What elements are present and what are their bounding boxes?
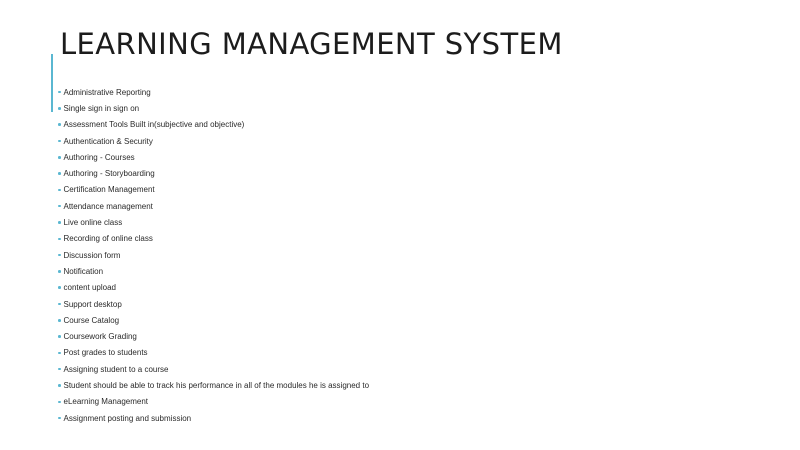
- bullet-text: eLearning Management: [63, 397, 149, 407]
- bullet-dot-icon: [58, 417, 61, 420]
- bullet-text: Authentication & Security: [63, 136, 153, 146]
- bullet-dot-icon: [58, 238, 61, 241]
- bullet-item: [58, 214, 369, 230]
- bullet-dot-icon: [58, 303, 61, 306]
- bullet-item: [58, 312, 369, 328]
- bullet-text: Assigning student to a course: [63, 364, 169, 374]
- bullet-text: Course Catalog: [63, 315, 120, 325]
- bullet-item: [58, 345, 369, 361]
- bullet-text: Coursework Grading: [63, 332, 137, 342]
- bullet-item: [58, 165, 369, 181]
- bullet-dot-icon: [58, 189, 61, 192]
- bullet-dot-icon: [58, 368, 61, 371]
- bullet-dot-icon: [58, 123, 61, 126]
- bullet-dot-icon: [58, 107, 61, 110]
- bullet-dot-icon: [58, 140, 61, 143]
- bullet-dot-icon: [58, 254, 61, 257]
- bullet-text: Administrative Reporting: [63, 87, 151, 97]
- bullet-text: Attendance management: [63, 201, 153, 211]
- bullet-dot-icon: [58, 319, 61, 322]
- bullet-text: Certification Management: [63, 185, 155, 195]
- bullet-dot-icon: [58, 270, 61, 273]
- bullet-dot-icon: [58, 221, 61, 224]
- bullet-item: [58, 117, 369, 133]
- bullet-dot-icon: [58, 91, 61, 94]
- bullet-text: Discussion form: [63, 250, 121, 260]
- bullet-item: [58, 377, 369, 393]
- bullet-text: Single sign in sign on: [63, 103, 140, 113]
- bullet-item: [58, 247, 369, 263]
- bullet-text: Notification: [63, 266, 104, 276]
- bullet-item: [58, 394, 369, 410]
- bullet-text: Live online class: [63, 218, 123, 228]
- bullet-dot-icon: [58, 156, 61, 159]
- bullet-item: [58, 296, 369, 312]
- bullet-text: Student should be able to track his performance in all of the modules he is assigned to: [63, 380, 370, 390]
- bullet-text: Post grades to students: [63, 348, 148, 358]
- bullet-item: [58, 361, 369, 377]
- bullet-text: Support desktop: [63, 299, 122, 309]
- bullet-list: [58, 84, 369, 426]
- accent-bar: [51, 54, 53, 112]
- bullet-item: [58, 133, 369, 149]
- bullet-text: content upload: [63, 283, 116, 293]
- bullet-item: [58, 149, 369, 165]
- bullet-item: [58, 231, 369, 247]
- bullet-item: [58, 410, 369, 426]
- bullet-dot-icon: [58, 286, 61, 289]
- bullet-dot-icon: [58, 352, 61, 355]
- bullet-dot-icon: [58, 384, 61, 387]
- bullet-text: Authoring - Courses: [63, 152, 135, 162]
- bullet-item: [58, 280, 369, 296]
- bullet-dot-icon: [58, 335, 61, 338]
- bullet-text: Assessment Tools Built in(subjective and objective): [63, 120, 245, 130]
- bullet-dot-icon: [58, 172, 61, 175]
- bullet-dot-icon: [58, 401, 61, 404]
- bullet-item: [58, 198, 369, 214]
- bullet-item: [58, 263, 369, 279]
- bullet-text: Assignment posting and submission: [63, 413, 192, 423]
- bullet-text: Authoring - Storyboarding: [63, 169, 155, 179]
- bullet-item: [58, 182, 369, 198]
- bullet-item: [58, 328, 369, 344]
- bullet-item: [58, 100, 369, 116]
- slide-title: LEARNING MANAGEMENT SYSTEM: [60, 27, 563, 61]
- bullet-item: [58, 84, 369, 100]
- bullet-text: Recording of online class: [63, 234, 153, 244]
- bullet-dot-icon: [58, 205, 61, 208]
